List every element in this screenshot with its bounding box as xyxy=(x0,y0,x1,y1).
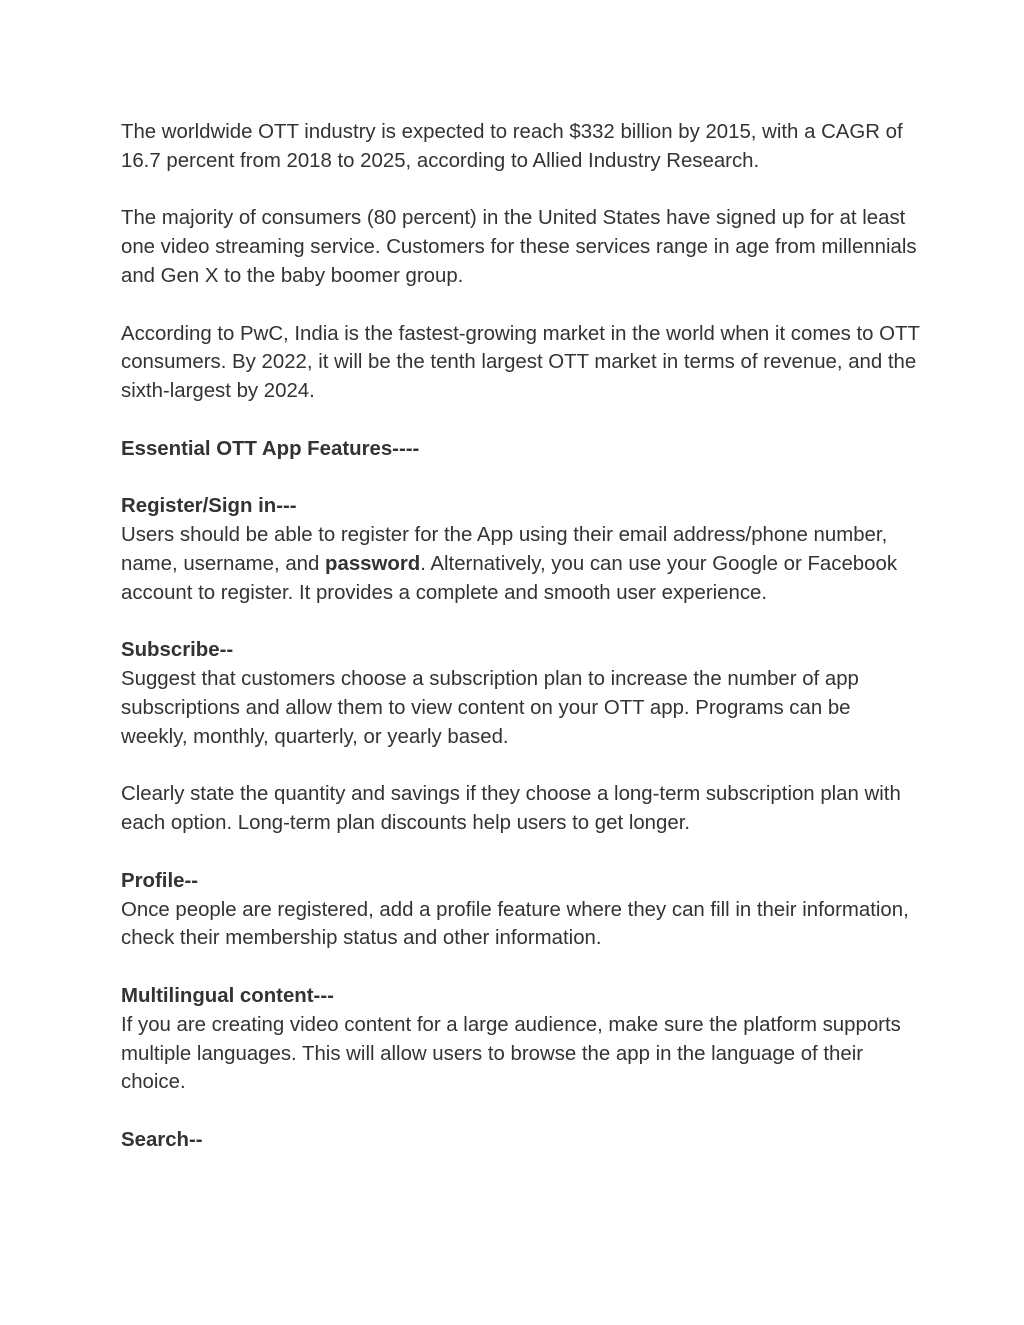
register-text-after: . Alternatively, you can use your Google or Facebook account to register. It provides a complete and smooth user experience. xyxy=(121,552,898,604)
profile-heading: Profile-- xyxy=(121,869,199,892)
intro-paragraph-1: The worldwide OTT industry is expected to reach $332 billion by 2015, with a CAGR of 16.7 percent from 2018 to 2025, according to Allied Industry Research. xyxy=(121,121,903,172)
register-bold-word: password xyxy=(325,552,421,575)
subscribe-heading: Subscribe-- xyxy=(121,639,234,662)
subscribe-paragraph-2: Clearly state the quantity and savings if they choose a long-term subscription plan with each option. Long-term plan discounts help users to get longer. xyxy=(121,783,901,835)
register-heading: Register/Sign in--- xyxy=(121,495,297,518)
subscribe-paragraph-1: Suggest that customers choose a subscription plan to increase the number of app subscriptions and allow them to view content on your OTT app. Programs can be weekly, monthly, quarterly, or yearly based. xyxy=(121,668,859,748)
multilingual-paragraph: If you are creating video content for a large audience, make sure the platform supports multiple languages. This will allow users to browse the app in the language of their choice. xyxy=(121,1013,901,1094)
multilingual-heading: Multilingual content--- xyxy=(121,984,334,1007)
profile-paragraph: Once people are registered, add a profile feature where they can fill in their information, check their membership status and other information. xyxy=(121,898,909,950)
document-page xyxy=(121,118,921,1155)
register-text-before: Users should be able to register for the App using their email address/phone number, name, username, and xyxy=(121,524,888,575)
register-paragraph xyxy=(121,521,921,607)
intro-paragraph-3: According to PwC, India is the fastest-growing market in the world when it comes to OTT consumers. By 2022, it will be the tenth largest OTT market in terms of revenue, and the sixth-largest by 2024. xyxy=(121,322,920,403)
intro-paragraph-2: The majority of consumers (80 percent) in the United States have signed up for at least one video streaming service. Customers for these services range in age from millennials and Gen X to the baby boomer group. xyxy=(121,207,917,287)
search-heading: Search-- xyxy=(121,1128,203,1151)
features-heading: Essential OTT App Features---- xyxy=(121,437,420,460)
